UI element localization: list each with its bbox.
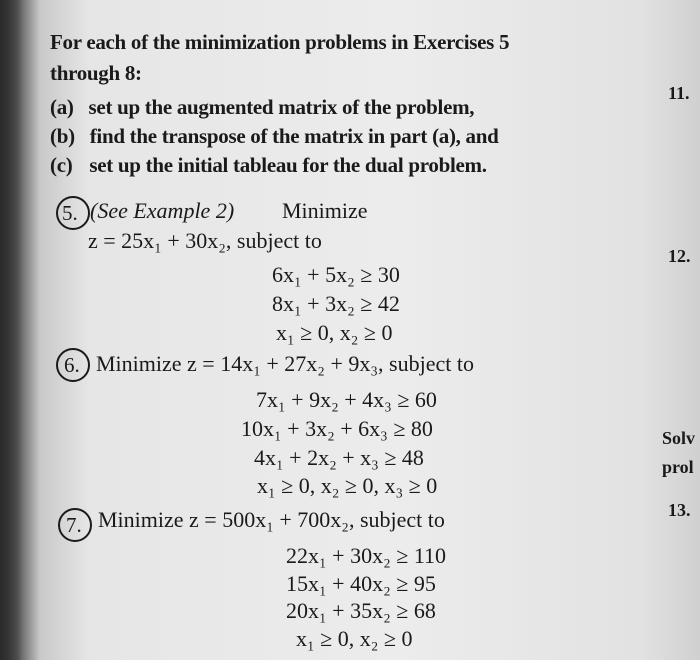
page-binding-shadow (0, 0, 22, 660)
exercise-7-objective: Minimize z = 500x₁ + 700x₂, subject to (98, 507, 445, 532)
exercise-12-number: 12. (668, 246, 691, 266)
exercise-6-constraint-4: x₁ ≥ 0, x₂ ≥ 0, x₃ ≥ 0 (257, 473, 438, 498)
exercise-6-objective: Minimize z = 14x₁ + 27x₂ + 9x₃, subject to (96, 351, 474, 376)
exercise-5-minimize: Minimize (282, 198, 368, 223)
exercise-7-constraint-1: 22x₁ + 30x₂ ≥ 110 (286, 543, 447, 568)
exercise-6-constraint-1: 7x₁ + 9x₂ + 4x₃ ≥ 60 (256, 387, 437, 412)
exercise-5-constraint-1: 6x₁ + 5x₂ ≥ 30 (272, 262, 400, 287)
right-column-prob: prol (662, 457, 694, 477)
task-a-label: (a) (50, 95, 74, 119)
exercise-5-objective: z = 25x₁ + 30x₂, subject to (88, 228, 322, 253)
task-b (50, 124, 499, 149)
task-b-text: find the transpose of the matrix in part (a), and (89, 124, 499, 148)
task-c (50, 153, 487, 178)
intro-line-1: For each of the minimization problems in Exercises 5 (50, 30, 510, 54)
exercise-7-constraint-2: 15x₁ + 40x₂ ≥ 95 (286, 571, 436, 596)
task-b-label: (b) (50, 124, 75, 148)
intro-line-2: through 8: (50, 61, 142, 85)
task-a-text: set up the augmented matrix of the problem, (88, 95, 475, 119)
right-column-solv: Solv (662, 428, 696, 448)
exercise-5-constraint-3: x₁ ≥ 0, x₂ ≥ 0 (276, 320, 393, 345)
task-c-label: (c) (50, 153, 73, 177)
exercise-7-number: 7. (66, 513, 82, 537)
task-a (50, 95, 474, 120)
exercise-13-number: 13. (668, 500, 691, 520)
exercise-5-number: 5. (62, 201, 78, 225)
exercise-7-constraint-3: 20x₁ + 35x₂ ≥ 68 (286, 598, 436, 623)
exercise-5-constraint-2: 8x₁ + 3x₂ ≥ 42 (272, 291, 400, 316)
exercise-6-number: 6. (64, 353, 80, 377)
exercise-6-constraint-3: 4x₁ + 2x₂ + x₃ ≥ 48 (254, 445, 424, 470)
task-c-text: set up the initial tableau for the dual problem. (89, 153, 487, 177)
exercise-5-reference: (See Example 2) (90, 198, 235, 223)
exercise-7-constraint-4: x₁ ≥ 0, x₂ ≥ 0 (296, 626, 413, 651)
exercise-11-number: 11. (668, 83, 690, 103)
exercise-6-constraint-2: 10x₁ + 3x₂ + 6x₃ ≥ 80 (241, 416, 433, 441)
